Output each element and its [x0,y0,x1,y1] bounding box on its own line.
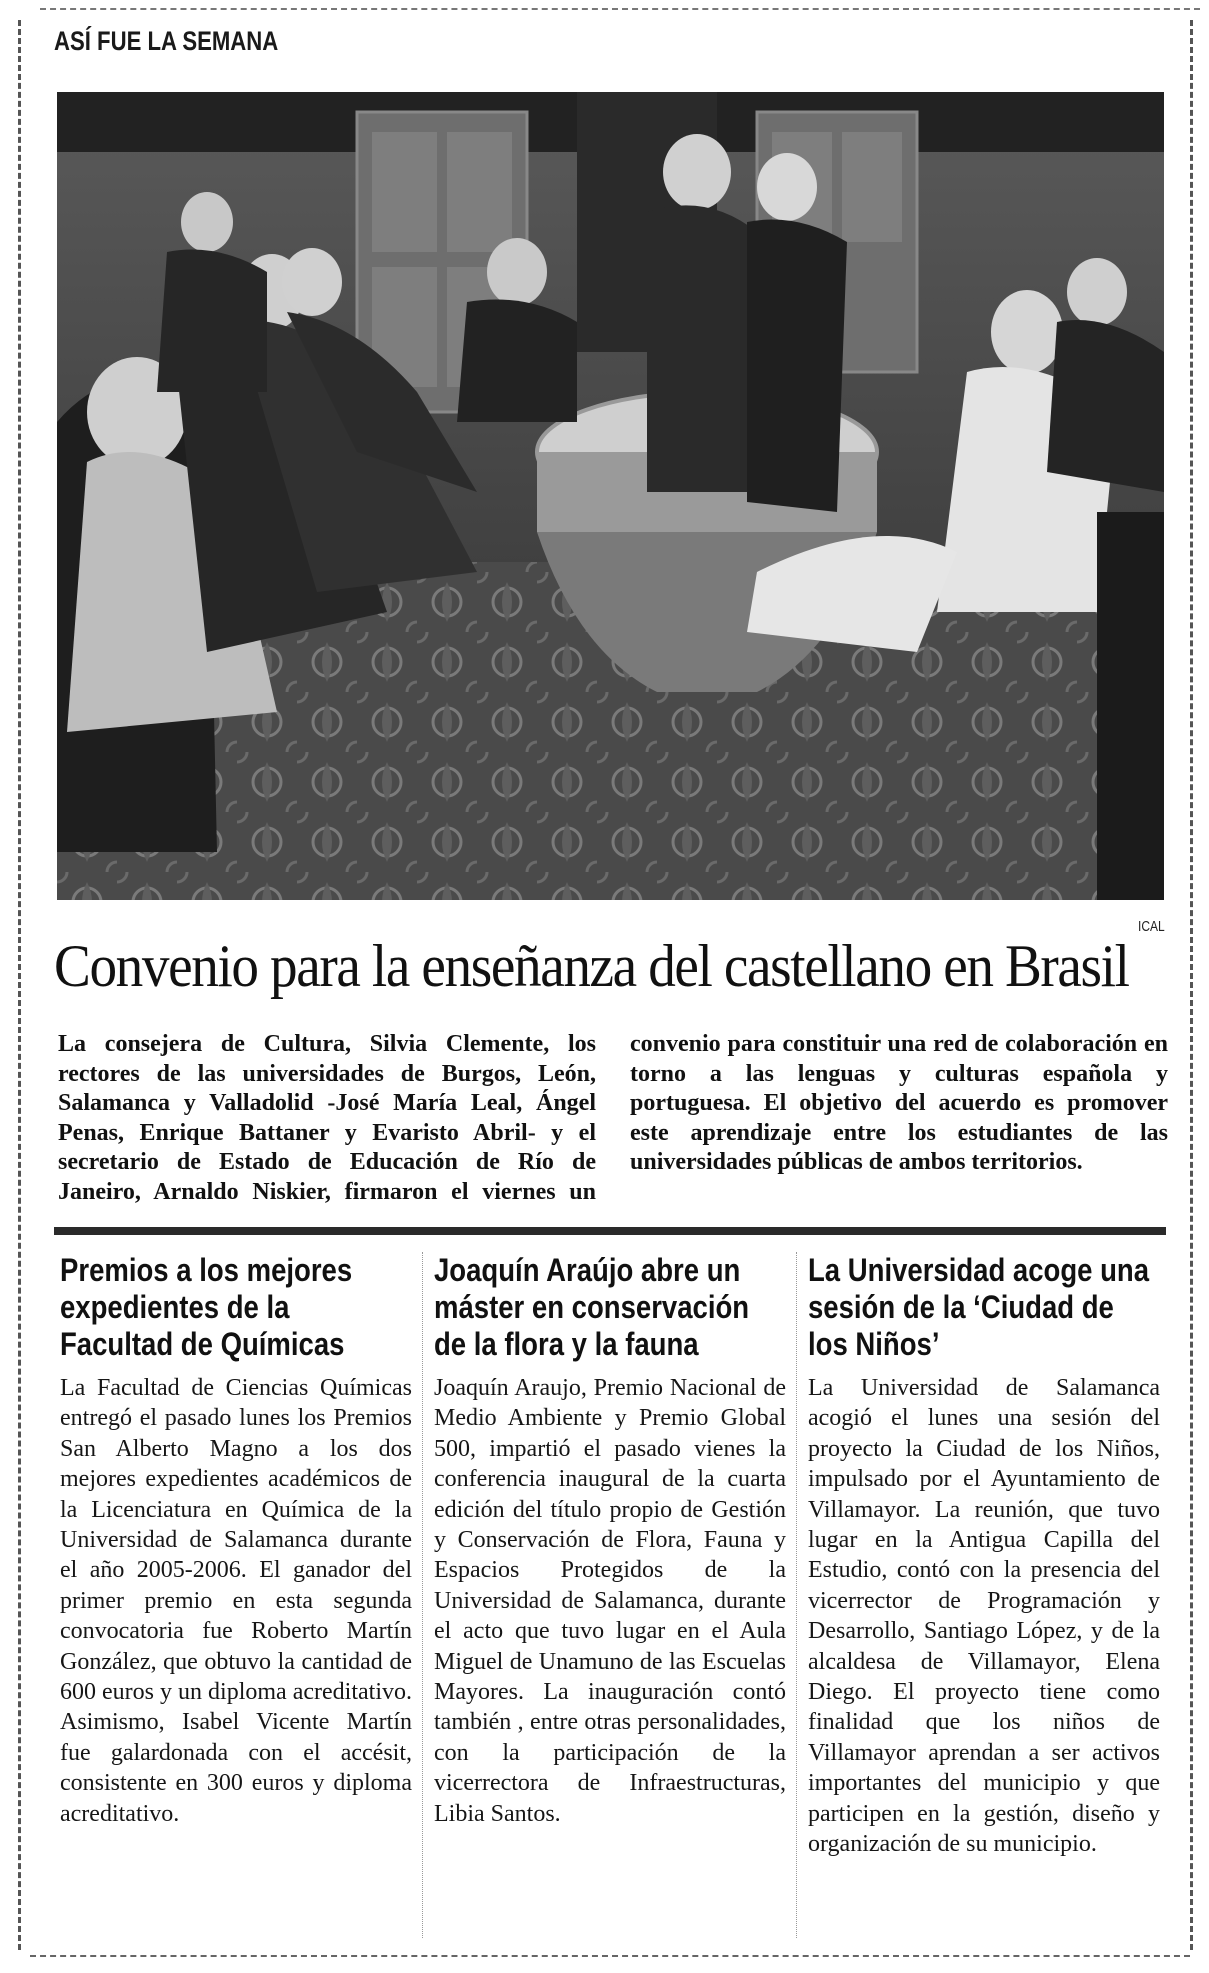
meeting-room-photo [57,92,1164,900]
clipping-bottom-edge [30,1955,1190,1957]
news-photo [57,92,1164,900]
brief-article-quimicas [60,1252,412,1829]
main-lead-text: La consejera de Cultura, Silvia Clemente, los rectores de las universidades de Burgos, León, Salamanca y Valladolid -José María Leal, Ángel Penas, Enrique Battaner y Evaristo Abril- y el secretario de Estado de Educación de Río de Janeiro, Arnaldo Niskier, firmaron el viernes un convenio para constituir una red de colaboración en torno a las lenguas y culturas española y portuguesa. El objetivo del acuerdo es promover este aprendizaje entre los estudiantes de las universidades públicas de ambos territorios. [58,1031,1168,1205]
clipping-left-edge [18,20,21,1950]
brief-body: La Universidad de Salamanca acogió el lunes una sesión del proyecto la Ciudad de los Niños, impulsado por el Ayuntamiento de Villamayor. La reunión, que tuvo lugar en la Antigua Capilla del Estudio, contó con la presencia del vicerrector de Programación y Desarrollo, Santiago López, y de la alcaldesa de Villamayor, Elena Diego. El proyecto tiene como finalidad que los niños de Villamayor aprendan a ser activos importantes del municipio y que participen en la gestión, diseño y organización de su municipio. [808,1375,1160,1858]
clipping-right-edge [1190,20,1193,1950]
brief-headline: Premios a los mejores expedientes de la Facultad de Químicas [60,1252,353,1362]
brief-article-araujo [434,1252,786,1829]
brief-headline: La Universidad acoge una sesión de la ‘Ciudad de los Niños’ [808,1252,1150,1362]
main-headline: Convenio para la enseñanza del castellano en Brasil [54,933,1129,999]
main-lead [58,1030,1168,1208]
section-label: ASÍ FUE LA SEMANA [54,26,279,56]
photo-credit: ICAL [1138,918,1165,935]
brief-headline: Joaquín Araújo abre un máster en conservación de la flora y la fauna [434,1252,750,1362]
column-divider [796,1252,797,1938]
brief-body: Joaquín Araujo, Premio Nacional de Medio Ambiente y Premio Global 500, impartió el pasado vienes la conferencia inaugural de la cuarta edición del título propio de Gestión y Conservación de Flora, Fauna y Espacios Protegidos de la Universidad de Salamanca, durante el acto que tuvo lugar en el Aula Miguel de Unamuno de las Escuelas Mayores. La inauguración contó también , entre otras personalidades, con la participación de la vicerrectora de Infraestructuras, Libia Santos. [434,1375,786,1827]
clipping-top-edge [40,8,1200,10]
brief-body: La Facultad de Ciencias Químicas entregó el pasado lunes los Premios San Alberto Magno a los dos mejores expedientes académicos de la Licenciatura en Química de la Universidad de Salamanca durante el año 2005-2006. El ganador del primer premio en esta segunda convocatoria fue Roberto Martín González, que obtuvo la cantidad de 600 euros y un diploma acreditativo. Asimismo, Isabel Vicente Martín fue galardonada con el accésit, consistente en 300 euros y diploma acreditativo. [60,1375,412,1827]
section-rule [54,1227,1166,1235]
brief-article-ciudad-ninos [808,1252,1160,1860]
column-divider [422,1252,423,1938]
